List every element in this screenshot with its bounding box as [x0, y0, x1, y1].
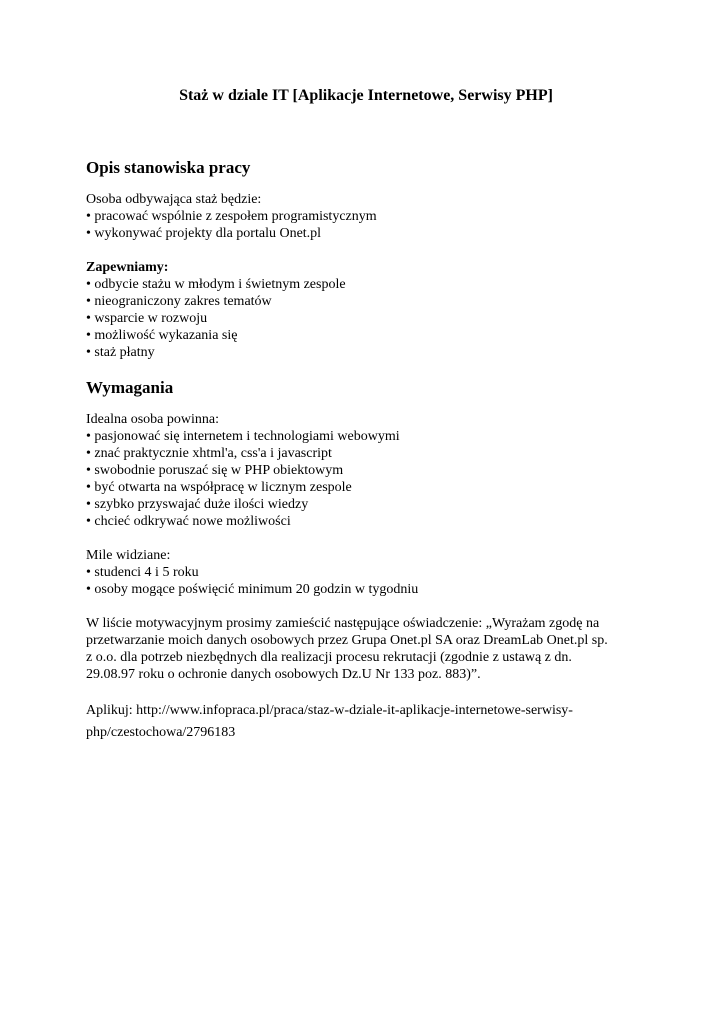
- consent-paragraph: [86, 615, 646, 683]
- offer-block: [86, 259, 646, 361]
- consent-line: z o.o. dla potrzeb niezbędnych dla realizacji procesu rekrutacji (zgodnie z ustawą z dn.: [86, 650, 572, 665]
- list-item: • możliwość wykazania się: [86, 328, 238, 343]
- offer-label: Zapewniamy:: [86, 260, 169, 275]
- document-page: [86, 86, 646, 761]
- apply-line: php/czestochowa/2796183: [86, 725, 236, 740]
- list-item: • wykonywać projekty dla portalu Onet.pl: [86, 226, 322, 241]
- nice-to-have-label: Mile widziane:: [86, 548, 171, 563]
- section-heading-job-description: Opis stanowiska pracy: [86, 158, 251, 177]
- nice-to-have-block: [86, 547, 646, 598]
- list-item: • pracować wspólnie z zespołem programistycznym: [86, 209, 377, 224]
- offer-list: [86, 276, 646, 361]
- duties-intro: Osoba odbywająca staż będzie:: [86, 192, 262, 207]
- duties-block: [86, 191, 646, 242]
- list-item: • nieograniczony zakres tematów: [86, 294, 272, 309]
- list-item: • szybko przyswajać duże ilości wiedzy: [86, 497, 309, 512]
- list-item: • odbycie stażu w młodym i świetnym zespole: [86, 277, 346, 292]
- list-item: • wsparcie w rozwoju: [86, 311, 208, 326]
- requirements-block: [86, 411, 646, 530]
- consent-line: 29.08.97 roku o ochronie danych osobowych Dz.U Nr 133 poz. 883)”.: [86, 667, 481, 682]
- list-item: • swobodnie poruszać się w PHP obiektowym: [86, 463, 344, 478]
- consent-line: przetwarzanie moich danych osobowych przez Grupa Onet.pl SA oraz DreamLab Onet.pl sp.: [86, 633, 608, 648]
- consent-line: W liście motywacyjnym prosimy zamieścić następujące oświadczenie: „Wyrażam zgodę na: [86, 616, 600, 631]
- document-title: Staż w dziale IT [Aplikacje Internetowe, Serwisy PHP]: [179, 87, 553, 104]
- nice-to-have-list: [86, 564, 646, 598]
- requirements-list: [86, 428, 646, 530]
- apply-paragraph: [86, 700, 646, 744]
- list-item: • pasjonować się internetem i technologiami webowymi: [86, 429, 400, 444]
- requirements-intro: Idealna osoba powinna:: [86, 412, 219, 427]
- list-item: • studenci 4 i 5 roku: [86, 565, 199, 580]
- section-heading-requirements: Wymagania: [86, 378, 174, 397]
- list-item: • osoby mogące poświęcić minimum 20 godzin w tygodniu: [86, 582, 419, 597]
- list-item: • chcieć odkrywać nowe możliwości: [86, 514, 291, 529]
- list-item: • być otwarta na współpracę w licznym zespole: [86, 480, 352, 495]
- apply-line: Aplikuj: http://www.infopraca.pl/praca/staz-w-dziale-it-aplikacje-internetowe-serwisy-: [86, 703, 573, 718]
- duties-list: [86, 208, 646, 242]
- list-item: • znać praktycznie xhtml'a, css'a i javascript: [86, 446, 332, 461]
- list-item: • staż płatny: [86, 345, 155, 360]
